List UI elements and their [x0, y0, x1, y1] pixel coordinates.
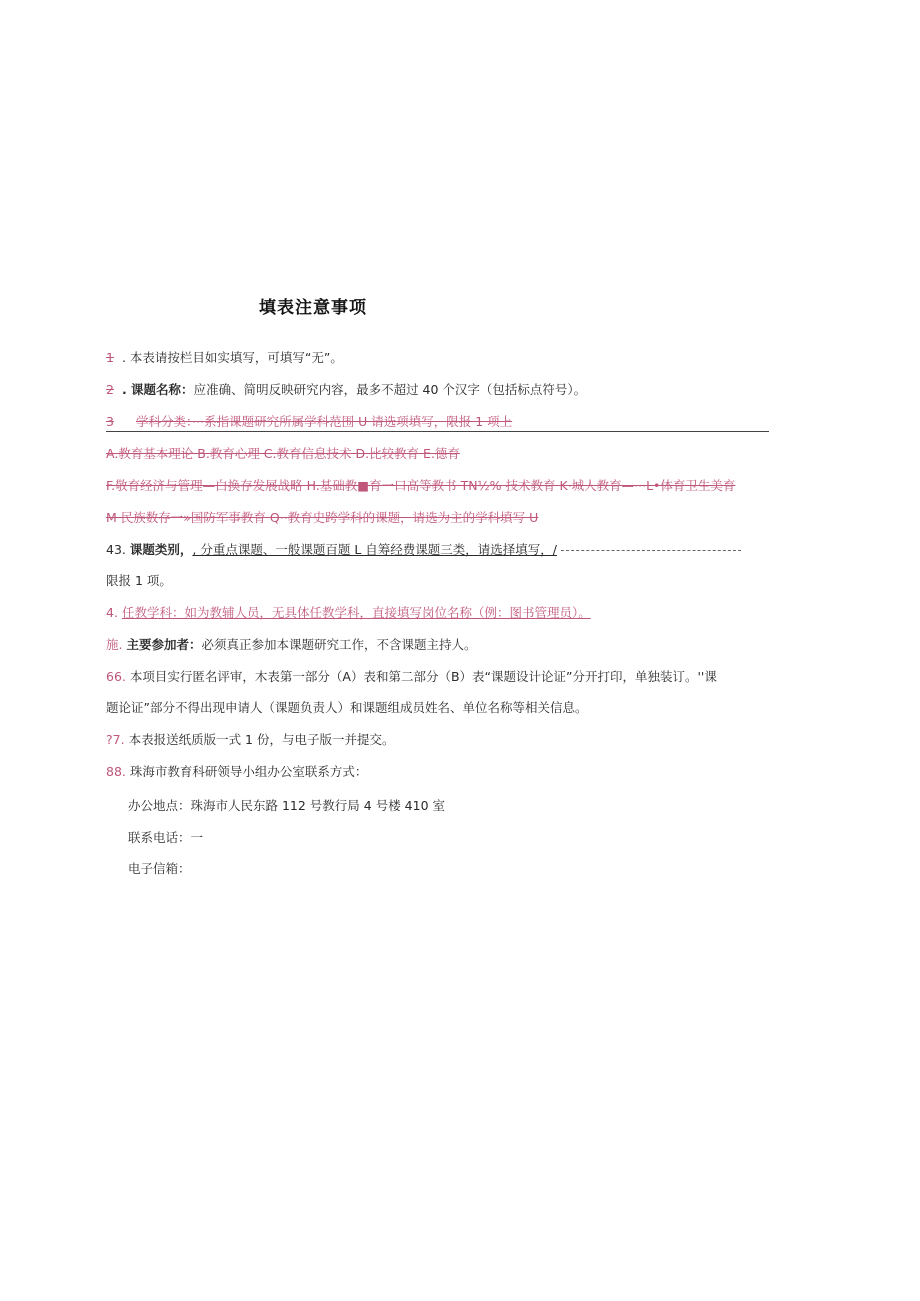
item-43-continuation: 限报 1 项。 — [106, 573, 172, 588]
item-5-number: 施. — [106, 637, 123, 652]
item-2-label: . 课题名称： — [121, 382, 194, 397]
item-5-text: 必须真正参加本课题研究工作，不含课题主持人。 — [201, 637, 477, 652]
contact-address: 办公地点：珠海市人民东路 112 号教行局 4 号楼 410 室 — [128, 798, 446, 813]
item-1-text: . 本表请按栏目如实填写，可填写“无”。 — [121, 350, 343, 365]
item-88 — [106, 763, 367, 781]
item-43-dashes — [561, 550, 741, 551]
item-4 — [106, 604, 591, 622]
item-66-text: 本项目实行匿名评审，木表第一部分（A）表和第二部分（B）表“课题设计论证”分开打印，单独装订。''课 — [129, 669, 717, 684]
contact-phone: 联系电话：一 — [128, 830, 204, 845]
item-3-categories-a: A.教育基本理论 B.教育心理 C.教育信息技术 D.比较教育 E.德育 — [106, 446, 460, 461]
item-3-text: 学科分类：···系指课题研究所属学科范围 U 请选项填写，限报 1 项上 — [135, 414, 513, 429]
item-66-continuation: 题论证”部分不得出现申请人（课题负责人）和课题组成员姓名、单位名称等相关信息。 — [106, 700, 588, 715]
item-43-label: 课题类别， — [129, 542, 193, 557]
contact-email: 电子信箱： — [128, 861, 191, 876]
item-1-number: 1 — [106, 350, 114, 365]
item-88-text: 珠海市教育科研领导小组办公室联系方式： — [129, 764, 368, 779]
page-title: 填表注意事项 — [259, 298, 367, 318]
item-77-text: 本表报送纸质版一式 1 份，与电子版一并提交。 — [128, 732, 395, 747]
item-3-categories-c: M 民族数存一»国防军事教育 Q··教育史跨学科的课题，请选为主的学科填写 U — [106, 510, 539, 525]
item-5-label: 主要参加者： — [126, 637, 202, 652]
item-4-text: 任教学科：如为教辅人员，无具体任教学科，直接填写岗位名称（例：图书管理员）。 — [121, 605, 591, 620]
item-4-number: 4. — [106, 605, 118, 620]
item-77 — [106, 731, 394, 749]
item-5 — [106, 636, 477, 654]
item-88-number: 88. — [106, 764, 126, 779]
item-66-number: 66. — [106, 669, 126, 684]
item-3 — [106, 413, 512, 431]
item-2-text: 应准确、简明反映研究内容，最多不超过 40 个汉字（包括标点符号）。 — [193, 382, 587, 397]
item-43 — [106, 541, 741, 559]
item-2 — [106, 381, 586, 399]
item-43-text: , 分重点课题、一般课题百题 L 自筹经费课题三类，请选择填写，/ — [192, 542, 557, 557]
item-77-number: ?7. — [106, 732, 125, 747]
item-66 — [106, 668, 717, 686]
item-2-number: 2 — [106, 382, 114, 397]
item-1 — [106, 349, 343, 367]
item-43-number: 43. — [106, 542, 126, 557]
divider-rule — [106, 431, 769, 432]
item-3-categories-b: F.敬育经济与管理—白换存发展战略 H.基础教■育一口高等教书 TN½% 技术教育 K·城人教育—···L•体育卫生美育 — [106, 478, 736, 493]
item-3-number: 3 — [106, 414, 114, 429]
